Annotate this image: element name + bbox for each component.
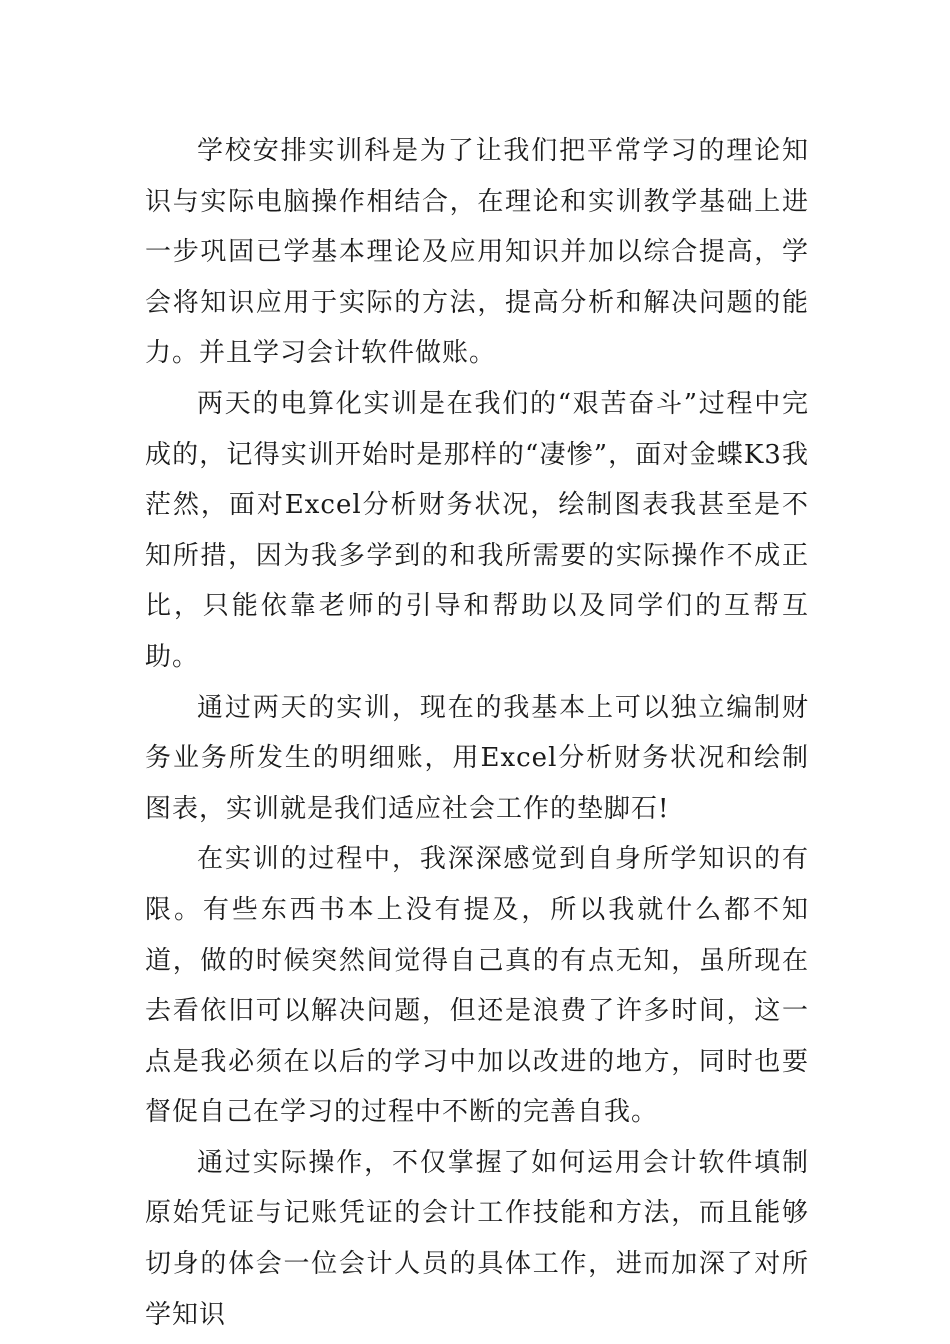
paragraph-5: 通过实际操作，不仅掌握了如何运用会计软件填制原始凭证与记账凭证的会计工作技能和方法，而且能够切身的体会一位会计人员的具体工作，进而加深了对所学知识 (145, 1147, 809, 1330)
paragraph-3: 通过两天的实训，现在的我基本上可以独立编制财务业务所发生的明细账，用Excel分析财务状况和绘制图表，实训就是我们适应社会工作的垫脚石! (145, 692, 809, 824)
paragraph-1: 学校安排实训科是为了让我们把平常学习的理论知识与实际电脑操作相结合，在理论和实训教学基础上进一步巩固已学基本理论及应用知识并加以综合提高，学会将知识应用于实际的方法，提高分析和解决问题的能力。并且学习会计软件做账。 (145, 136, 809, 369)
paragraph-2: 两天的电算化实训是在我们的“艰苦奋斗”过程中完成的，记得实训开始时是那样的“凄惨”，面对金蝶K3我茫然，面对Excel分析财务状况，绘制图表我甚至是不知所措，因为我多学到的和我所需要的实际操作不成正比，只能依靠老师的引导和帮助以及同学们的互帮互助。 (145, 388, 809, 672)
paragraph-4: 在实训的过程中，我深深感觉到自身所学知识的有限。有些东西书本上没有提及，所以我就什么都不知道，做的时候突然间觉得自己真的有点无知，虽所现在去看依旧可以解决问题，但还是浪费了许多时间，这一点是我必须在以后的学习中加以改进的地方，同时也要督促自己在学习的过程中不断的完善自我。 (145, 844, 809, 1128)
document-body (145, 126, 809, 1340)
